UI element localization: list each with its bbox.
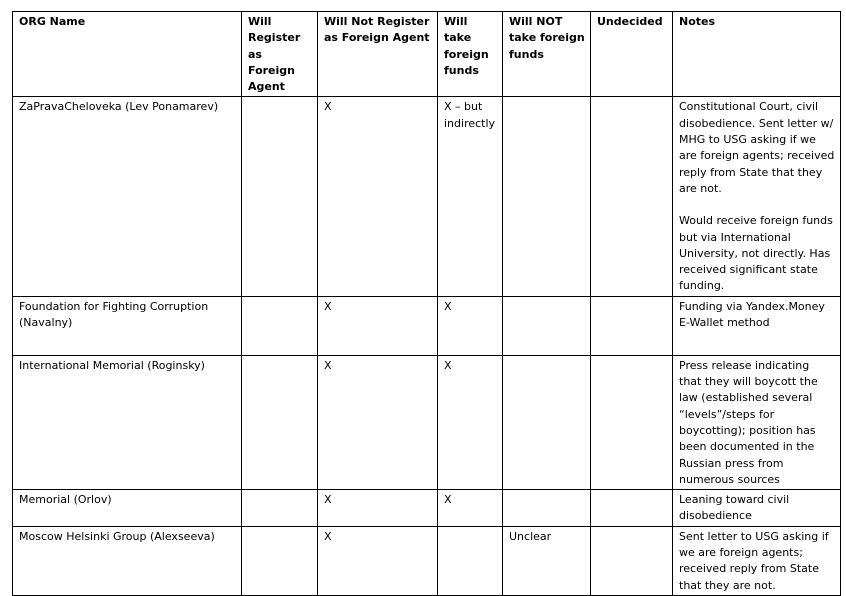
table-row: [13, 296, 841, 355]
org-name-cell: Memorial (Orlov): [13, 490, 242, 527]
table-header: [13, 12, 841, 97]
header-will-register: Will Register as Foreign Agent: [242, 12, 318, 97]
table-body: [13, 97, 841, 595]
header-org-name: ORG Name: [13, 12, 242, 97]
undecided-cell: [591, 296, 673, 355]
undecided-cell: [591, 526, 673, 595]
will-not-register-cell: X: [318, 355, 438, 489]
table-row: [13, 526, 841, 595]
header-will-take-funds: Will take foreign funds: [438, 12, 503, 97]
table-row: [13, 490, 841, 527]
notes-cell: [673, 296, 841, 355]
will-not-register-cell: X: [318, 296, 438, 355]
will-register-cell: [242, 526, 318, 595]
will-not-take-funds-cell: [503, 97, 591, 296]
will-register-cell: [242, 97, 318, 296]
undecided-cell: [591, 355, 673, 489]
will-take-funds-cell: X: [438, 355, 503, 489]
note-paragraph: Funding via Yandex.Money E-Wallet method: [679, 299, 825, 330]
org-name-cell: Foundation for Fighting Corruption (Navalny): [13, 296, 242, 355]
org-name-cell: ZaPravaCheloveka (Lev Ponamarev): [13, 97, 242, 296]
header-will-not-take-funds: Will NOT take foreign funds: [503, 12, 591, 97]
will-register-cell: [242, 296, 318, 355]
note-paragraph: Leaning toward civil disobedience: [679, 493, 790, 523]
org-name-cell: International Memorial (Roginsky): [13, 355, 242, 489]
org-positions-table: [12, 11, 841, 596]
will-not-take-funds-cell: [503, 296, 591, 355]
will-register-cell: [242, 355, 318, 489]
notes-cell: [673, 97, 841, 296]
undecided-cell: [591, 490, 673, 527]
will-not-register-cell: X: [318, 490, 438, 527]
table-row: [13, 97, 841, 296]
header-will-not-register: Will Not Register as Foreign Agent: [318, 12, 438, 97]
notes-cell: [673, 490, 841, 527]
will-take-funds-cell: X: [438, 490, 503, 527]
header-undecided: Undecided: [591, 12, 673, 97]
notes-cell: [673, 355, 841, 489]
will-register-cell: [242, 490, 318, 527]
org-name-cell: Moscow Helsinki Group (Alexseeva): [13, 526, 242, 595]
will-not-take-funds-cell: Unclear: [503, 526, 591, 595]
will-take-funds-cell: [438, 526, 503, 595]
header-notes: Notes: [673, 12, 841, 97]
table-row: [13, 355, 841, 489]
note-paragraph: Press release indicating that they will boycott the law (established several “levels”/steps for boycotting); position has been documented in the Russian press from numerous sources: [679, 358, 818, 486]
will-not-register-cell: X: [318, 97, 438, 296]
will-not-register-cell: X: [318, 526, 438, 595]
will-take-funds-cell: X – but indirectly: [438, 97, 503, 296]
will-not-take-funds-cell: [503, 355, 591, 489]
notes-cell: [673, 526, 841, 595]
will-not-take-funds-cell: [503, 490, 591, 527]
header-row: [13, 12, 841, 97]
note-paragraph: Constitutional Court, civil disobedience. Sent letter w/ MHG to USG asking if we are foreign agents; received reply from State that they are not.: [679, 100, 835, 195]
undecided-cell: [591, 97, 673, 296]
will-take-funds-cell: X: [438, 296, 503, 355]
note-paragraph: Would receive foreign funds but via International University, not directly. Has received significant state funding.: [679, 214, 833, 293]
note-paragraph: Sent letter to USG asking if we are foreign agents; received reply from State that they are not.: [679, 529, 829, 592]
